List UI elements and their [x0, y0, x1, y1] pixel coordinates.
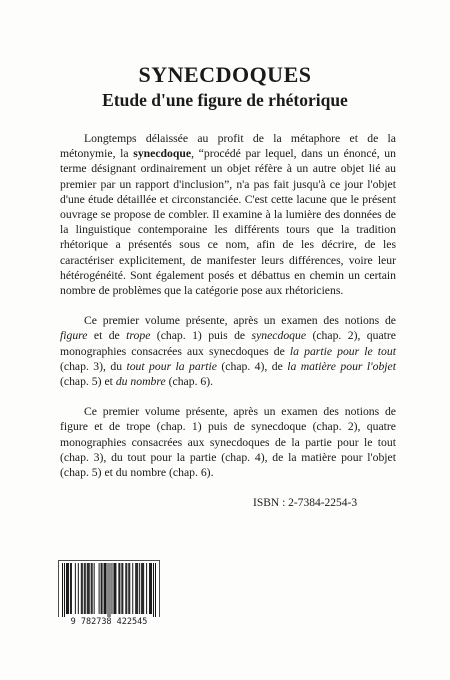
- italic-term: figure: [60, 329, 88, 343]
- barcode-bar: [71, 563, 72, 614]
- barcode-bar: [125, 563, 126, 614]
- book-title: SYNECDOQUES: [138, 62, 312, 87]
- paragraph-text: et de: [87, 329, 127, 343]
- paragraph-text: (chap. 1) puis de: [150, 329, 252, 343]
- barcode-bar: [155, 563, 156, 618]
- paragraph-text: (chap. 5) et: [60, 375, 116, 389]
- barcode-bar: [142, 563, 143, 614]
- barcode-bar: [89, 563, 90, 614]
- barcode-bar: [141, 563, 142, 614]
- paragraph-text: (chap. 2), quatre monographies consacrées aux synecdoques de: [60, 329, 396, 358]
- barcode-bar: [67, 563, 68, 614]
- isbn-label: ISBN : 2-7384-2254-3: [253, 497, 358, 509]
- description-paragraph-3: Ce premier volume présente, après un examen des notions de figure et de trope (chap. 1) puis de synecdoque (chap. 2), quatre monographies consacrées aux synecdoques de la partie pour le tout (chap. 3), du tout pour la partie (chap. 4), de la matière pour l'objet (chap. 5) et du nombre (chap. 6).: [60, 405, 396, 480]
- barcode-bar: [143, 563, 144, 614]
- barcode-bar: [85, 563, 86, 614]
- italic-term: tout pour la partie: [126, 359, 217, 373]
- barcode-bar: [151, 563, 152, 614]
- barcode-bar: [70, 563, 71, 614]
- barcode-bar: [128, 563, 129, 614]
- barcode-bar: [92, 563, 93, 614]
- barcode-bar: [91, 563, 92, 614]
- barcode-bars: [58, 560, 160, 620]
- paragraph-text: (chap. 3), du: [60, 359, 127, 373]
- barcode-bar: [149, 563, 150, 614]
- barcode-bar: [119, 563, 120, 614]
- barcode-bar: [111, 563, 112, 614]
- barcode-bar: [82, 563, 83, 614]
- barcode-bar: [68, 563, 69, 614]
- barcode-bar: [94, 563, 95, 614]
- barcode-bar: [99, 563, 100, 614]
- paragraph-text: (chap. 6).: [165, 375, 214, 389]
- barcode-bar: [106, 563, 107, 614]
- barcode-bar: [66, 563, 67, 614]
- barcode-bar: [122, 563, 123, 614]
- barcode-bar: [121, 563, 122, 614]
- paragraph-text: , “procédé par lequel, dans un énoncé, un terme désignant ordinairement un objet réfère à un autre objet lié au premier par un rapport d'inclusion”, n'a pas fait jusqu'à ce jour l'objet d'une étude détaillée et circonstanciée. C'est cette lacune que le présent ouvrage se propose de combler. Il examine à la lumière des données de la linguistique contemporaine les différents tours que la tradition rhétorique a présentés sous ce nom, afin de les décrire, de les caractériser explicitement, de manifester leurs différences, voire leur hétérogénéité. Sont également posés et débattus en chemin un certain nombre de problèmes que la catégorie pose aux rhétoriciens.: [60, 147, 396, 298]
- description-paragraph-1: [60, 131, 396, 298]
- italic-term: synecdoque: [251, 329, 307, 343]
- barcode-bar: [108, 563, 109, 618]
- barcode-bar: [75, 563, 76, 614]
- italic-term: la partie pour le tout: [289, 344, 396, 358]
- barcode-bar: [78, 563, 79, 614]
- barcode-bar: [88, 563, 89, 614]
- barcode-bar: [101, 563, 102, 614]
- barcode-bar: [81, 563, 82, 614]
- barcode-bar: [146, 563, 147, 614]
- barcode-bar: [64, 563, 65, 618]
- paragraph-text: Longtemps délaissée au profit de la métaphore et de la métonymie, la: [60, 132, 396, 161]
- barcode-bar: [84, 563, 85, 614]
- description-text: [60, 131, 396, 495]
- barcode-bar: [150, 563, 151, 614]
- italic-term: la matière pour l'objet: [287, 359, 396, 373]
- highlighted-term: synecdoque: [133, 147, 192, 161]
- paragraph-text: (chap. 4), de: [216, 359, 288, 373]
- barcode-bar: [102, 563, 103, 614]
- paragraph-text: Ce premier volume présente, après un examen des notions de: [84, 314, 396, 328]
- barcode-frame: [59, 561, 160, 620]
- barcode-bar: [109, 563, 110, 618]
- barcode-bar: [105, 563, 106, 614]
- italic-term: du nombre: [115, 375, 166, 389]
- barcode-bar: [114, 563, 115, 614]
- barcode-bar: [126, 563, 127, 614]
- barcode-bar: [104, 563, 105, 614]
- barcode-bar: [136, 563, 137, 614]
- barcode-bar: [132, 563, 133, 614]
- barcode-bar: [139, 563, 140, 614]
- book-subtitle: Etude d'une figure de rhétorique: [102, 90, 348, 110]
- barcode-bar: [118, 563, 119, 614]
- barcode: [58, 560, 160, 626]
- barcode-digits: 9 782738 422545: [58, 617, 160, 627]
- barcode-bar: [135, 563, 136, 614]
- barcode-bar: [129, 563, 130, 614]
- description-paragraph-2: [60, 313, 396, 389]
- italic-term: trope: [126, 329, 151, 343]
- barcode-bar: [115, 563, 116, 614]
- barcode-bar: [87, 563, 88, 614]
- barcode-bar: [62, 563, 63, 618]
- barcode-bar: [113, 563, 114, 614]
- barcode-bar: [137, 563, 138, 614]
- barcode-bar: [153, 563, 154, 618]
